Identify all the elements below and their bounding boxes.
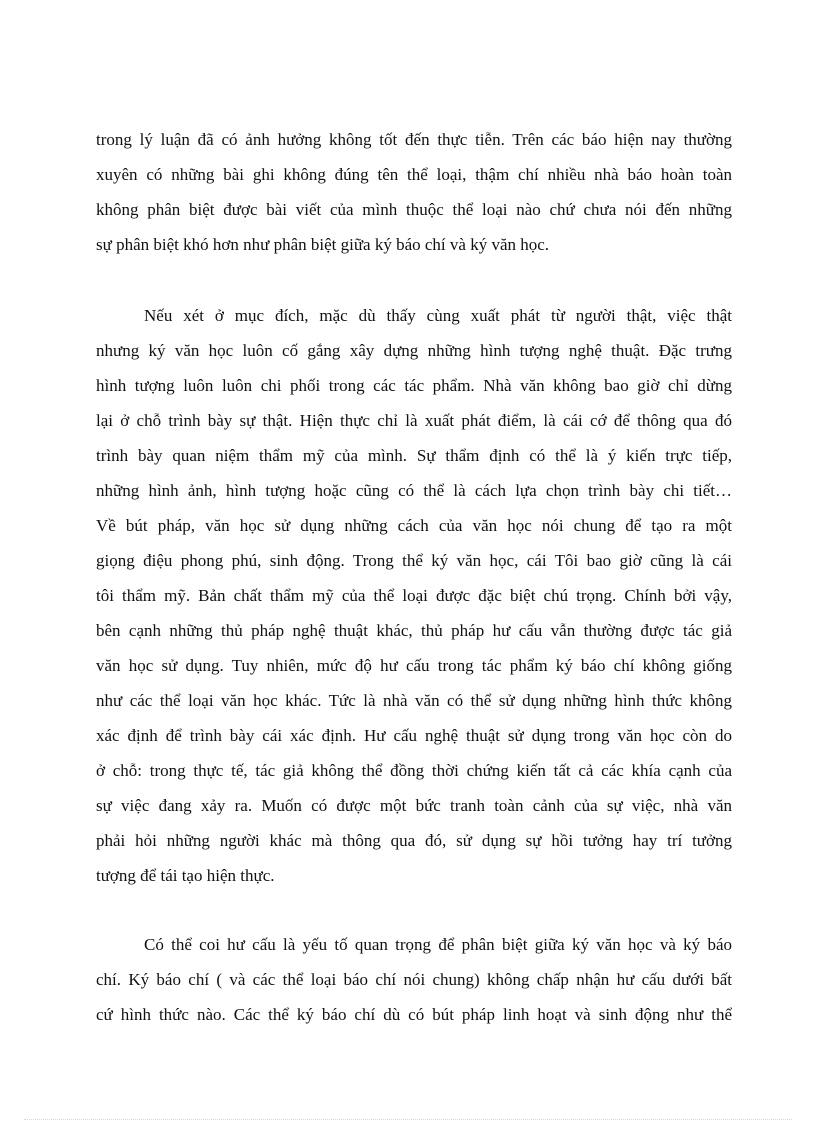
text-line: giọng điệu phong phú, sinh động. Trong thể ký văn học, cái Tôi bao giờ cũng là cái	[96, 551, 732, 570]
text-line: xuyên có những bài ghi không đúng tên thể loại, thậm chí nhiều nhà báo hoàn toàn	[96, 165, 732, 184]
text-line: Nếu xét ở mục đích, mặc dù thấy cùng xuất phát từ người thật, việc thật	[144, 306, 732, 325]
text-line: văn học sử dụng. Tuy nhiên, mức độ hư cấu trong tác phẩm ký báo chí không giống	[96, 656, 732, 675]
text-line: ở chỗ: trong thực tế, tác giả không thể đồng thời chứng kiến tất cả các khía cạnh của	[96, 761, 732, 780]
text-line: lại ở chỗ trình bày sự thật. Hiện thực chỉ là xuất phát điểm, là cái cớ để thông qua đó	[96, 411, 732, 430]
text-line: sự việc đang xảy ra. Muốn có được một bức tranh toàn cảnh của sự việc, nhà văn	[96, 796, 732, 815]
text-line: những hình ảnh, hình tượng hoặc cũng có thể là cách lựa chọn trình bày chi tiết…	[96, 481, 732, 500]
text-line: Về bút pháp, văn học sử dụng những cách của văn học nói chung để tạo ra một	[96, 516, 732, 535]
text-line: cứ hình thức nào. Các thể ký báo chí dù có bút pháp linh hoạt và sinh động như thể	[96, 1005, 732, 1024]
text-line: phải hỏi những người khác mà thông qua đó, sử dụng sự hồi tưởng hay trí tưởng	[96, 831, 732, 850]
text-line: trình bày quan niệm thẩm mỹ của mình. Sự thẩm định có thể là ý kiến trực tiếp,	[96, 446, 732, 465]
text-line: bên cạnh những thủ pháp nghệ thuật khác, thủ pháp hư cấu vẫn thường được tác giả	[96, 621, 732, 640]
text-line: tôi thẩm mỹ. Bản chất thẩm mỹ của thể loại được đặc biệt chú trọng. Chính bởi vậy,	[96, 586, 732, 605]
text-line: sự phân biệt khó hơn như phân biệt giữa ký báo chí và ký văn học.	[96, 235, 550, 254]
text-line: nhưng ký văn học luôn cố gắng xây dựng những hình tượng nghệ thuật. Đặc trưng	[96, 341, 732, 360]
text-line: tượng để tái tạo hiện thực.	[96, 866, 275, 885]
text-line: Có thể coi hư cấu là yếu tố quan trọng để phân biệt giữa ký văn học và ký báo	[144, 935, 732, 954]
page-bottom-border	[24, 1119, 792, 1120]
text-line: trong lý luận đã có ảnh hưởng không tốt đến thực tiễn. Trên các báo hiện nay thường	[96, 130, 732, 149]
text-line: không phân biệt được bài viết của mình thuộc thể loại nào chứ chưa nói đến những	[96, 200, 732, 219]
text-line: hình tượng luôn luôn chi phối trong các tác phẩm. Nhà văn không bao giờ chỉ dừng	[96, 376, 732, 395]
text-line: như các thể loại văn học khác. Tức là nhà văn có thể sử dụng những hình thức không	[96, 691, 732, 710]
text-line: chí. Ký báo chí ( và các thể loại báo chí nói chung) không chấp nhận hư cấu dưới bất	[96, 970, 732, 989]
text-line: xác định để trình bày cái xác định. Hư cấu nghệ thuật sử dụng trong văn học còn do	[96, 726, 732, 745]
